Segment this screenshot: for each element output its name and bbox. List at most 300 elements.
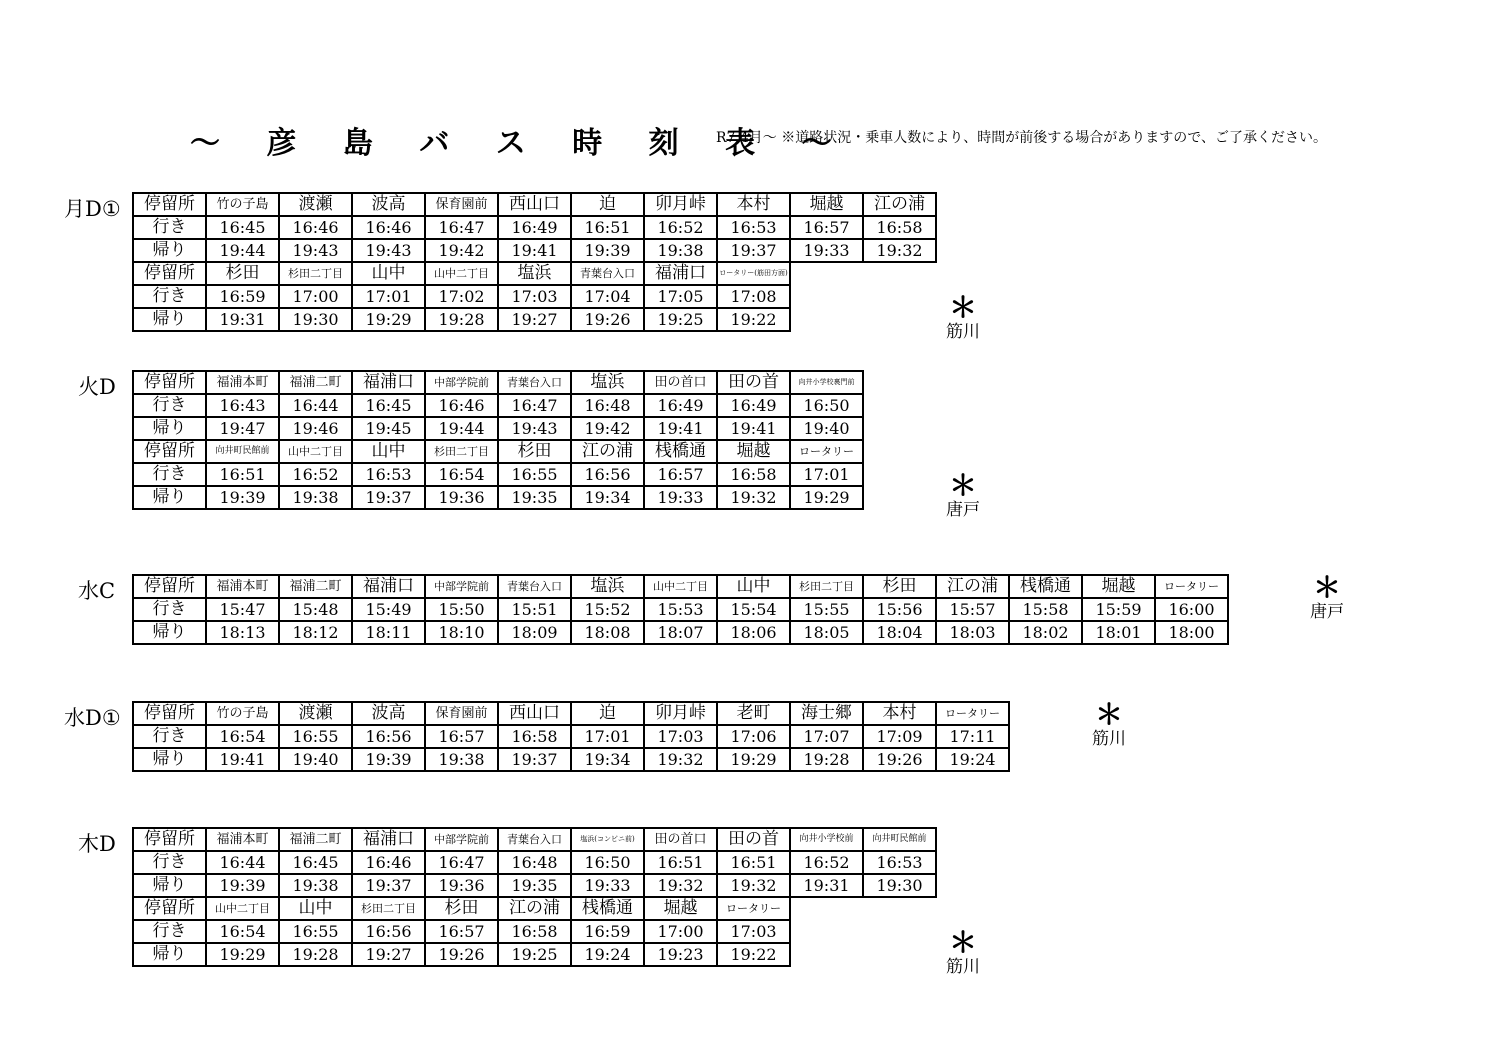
time-cell: 19:43 [498, 417, 571, 440]
destination-label: 筋川 [1092, 729, 1126, 749]
time-cell: 16:49 [498, 216, 571, 239]
time-cell: 19:36 [425, 486, 498, 509]
time-cell: 16:45 [279, 851, 352, 874]
time-cell: 19:30 [279, 308, 352, 331]
stop-name-cell: 田の首口 [644, 828, 717, 851]
return-row [133, 943, 936, 966]
stop-name-cell: ロータリー [936, 702, 1009, 725]
time-cell: 16:56 [352, 920, 425, 943]
time-cell: 19:30 [863, 874, 936, 897]
destination-label: 筋川 [946, 322, 980, 342]
time-cell: 19:27 [498, 308, 571, 331]
time-cell: 16:47 [498, 394, 571, 417]
stop-name-cell: 杉田二丁目 [425, 440, 498, 463]
time-cell: 19:31 [790, 874, 863, 897]
time-cell: 16:55 [498, 463, 571, 486]
time-cell: 16:45 [352, 394, 425, 417]
stop-header-row [133, 575, 1228, 598]
time-cell: 16:51 [644, 851, 717, 874]
stop-name-cell: 卯月峠 [644, 702, 717, 725]
time-cell: 16:44 [206, 851, 279, 874]
direction-cell: 行き [133, 463, 206, 486]
time-cell: 16:58 [863, 216, 936, 239]
time-cell: 19:22 [717, 943, 790, 966]
time-cell: 16:47 [425, 851, 498, 874]
stop-name-cell: 杉田 [863, 575, 936, 598]
page-title: ～ 彦 島 バ ス 時 刻 表 ～ [190, 126, 850, 161]
time-cell: 19:39 [206, 874, 279, 897]
time-cell: 16:44 [279, 394, 352, 417]
stop-name-cell: 保育園前 [425, 702, 498, 725]
stop-name-cell: 福浦二町 [279, 828, 352, 851]
stop-name-cell: ロータリー [790, 440, 863, 463]
stop-header-row [133, 897, 936, 920]
time-cell: 16:57 [790, 216, 863, 239]
route-label: 月D① [64, 197, 121, 221]
time-cell: 19:38 [425, 748, 498, 771]
time-cell: 19:31 [206, 308, 279, 331]
stop-name-cell: 青葉台入口 [498, 575, 571, 598]
time-cell: 17:06 [717, 725, 790, 748]
timetable-0 [132, 192, 937, 332]
time-cell: 16:48 [571, 394, 644, 417]
direction-cell: 行き [133, 394, 206, 417]
stop-name-cell: 山中二丁目 [425, 262, 498, 285]
time-cell: 19:38 [279, 874, 352, 897]
time-cell: 16:57 [425, 920, 498, 943]
outbound-row [133, 725, 1009, 748]
time-cell: 19:43 [352, 239, 425, 262]
time-cell: 19:41 [717, 417, 790, 440]
time-cell: 17:01 [352, 285, 425, 308]
time-cell: 19:44 [425, 417, 498, 440]
time-cell: 18:10 [425, 621, 498, 644]
stop-name-cell: 福浦本町 [206, 371, 279, 394]
stop-name-cell: 杉田 [498, 440, 571, 463]
time-cell: 15:54 [717, 598, 790, 621]
time-cell: 18:09 [498, 621, 571, 644]
time-cell: 19:28 [425, 308, 498, 331]
stop-name-cell: 保育園前 [425, 193, 498, 216]
stop-name-cell: 堀越 [1082, 575, 1155, 598]
stop-name-cell: 塩浜 [571, 371, 644, 394]
stop-name-cell: 中部学院前 [425, 371, 498, 394]
return-row [133, 417, 863, 440]
time-cell: 19:29 [717, 748, 790, 771]
time-cell: 15:48 [279, 598, 352, 621]
time-cell: 19:39 [352, 748, 425, 771]
route-label: 木D [78, 832, 116, 856]
time-cell: 17:03 [644, 725, 717, 748]
time-cell: 19:32 [717, 874, 790, 897]
time-cell: 16:57 [425, 725, 498, 748]
destination-label: 唐戸 [946, 500, 980, 520]
stop-name-cell: 向井小学校前 [790, 828, 863, 851]
outbound-row [133, 463, 863, 486]
stop-name-cell: ロータリー(筋田方面) [717, 262, 790, 285]
time-cell: 18:02 [1009, 621, 1082, 644]
time-cell: 19:41 [644, 417, 717, 440]
stop-name-cell: 渡瀬 [279, 702, 352, 725]
stop-name-cell: 塩浜 [571, 575, 644, 598]
stop-name-cell: 迫 [571, 702, 644, 725]
time-cell: 18:12 [279, 621, 352, 644]
time-cell: 19:46 [279, 417, 352, 440]
row-header-cell: 停留所 [133, 371, 206, 394]
route-label: 水C [78, 579, 116, 603]
asterisk-icon: ＊ [1094, 698, 1123, 731]
time-cell: 19:28 [279, 943, 352, 966]
time-cell: 19:29 [790, 486, 863, 509]
stop-name-cell: 卯月峠 [644, 193, 717, 216]
time-cell: 16:43 [206, 394, 279, 417]
time-cell: 19:23 [644, 943, 717, 966]
stop-name-cell: 杉田 [206, 262, 279, 285]
time-cell: 19:24 [936, 748, 1009, 771]
time-cell: 19:32 [863, 239, 936, 262]
time-cell: 18:00 [1155, 621, 1228, 644]
time-cell: 18:05 [790, 621, 863, 644]
stop-header-row [133, 702, 1009, 725]
time-cell: 19:29 [206, 943, 279, 966]
time-cell: 17:03 [498, 285, 571, 308]
stop-name-cell: 堀越 [717, 440, 790, 463]
time-cell: 16:54 [206, 920, 279, 943]
stop-name-cell: 田の首 [717, 371, 790, 394]
direction-cell: 帰り [133, 308, 206, 331]
time-cell: 16:48 [498, 851, 571, 874]
stop-name-cell: 山中 [279, 897, 352, 920]
stop-header-row [133, 193, 936, 216]
time-cell: 19:47 [206, 417, 279, 440]
time-cell: 18:04 [863, 621, 936, 644]
time-cell: 16:51 [717, 851, 790, 874]
time-cell: 19:33 [790, 239, 863, 262]
route-label: 水D① [64, 706, 121, 730]
stop-name-cell: 江の浦 [936, 575, 1009, 598]
time-cell: 19:26 [863, 748, 936, 771]
time-cell: 16:46 [279, 216, 352, 239]
time-cell: 17:07 [790, 725, 863, 748]
time-cell: 18:11 [352, 621, 425, 644]
time-cell: 16:51 [571, 216, 644, 239]
direction-cell: 行き [133, 285, 206, 308]
stop-name-cell: 山中二丁目 [644, 575, 717, 598]
stop-name-cell: 青葉台入口 [498, 371, 571, 394]
stop-name-cell: 山中 [717, 575, 790, 598]
stop-name-cell: 青葉台入口 [571, 262, 644, 285]
return-row [133, 486, 863, 509]
stop-name-cell: 波高 [352, 193, 425, 216]
stop-name-cell: 桟橋通 [644, 440, 717, 463]
stop-name-cell: 西山口 [498, 193, 571, 216]
time-cell: 16:46 [352, 851, 425, 874]
stop-name-cell: 福浦本町 [206, 575, 279, 598]
time-cell: 19:33 [644, 486, 717, 509]
return-row [133, 874, 936, 897]
time-cell: 19:38 [644, 239, 717, 262]
stop-name-cell: ロータリー [717, 897, 790, 920]
time-cell: 17:11 [936, 725, 1009, 748]
time-cell: 17:00 [644, 920, 717, 943]
stop-name-cell: 田の首口 [644, 371, 717, 394]
time-cell: 16:58 [498, 725, 571, 748]
time-cell: 16:58 [498, 920, 571, 943]
time-cell: 16:59 [571, 920, 644, 943]
stop-name-cell: 山中二丁目 [206, 897, 279, 920]
time-cell: 19:35 [498, 486, 571, 509]
time-cell: 16:50 [571, 851, 644, 874]
row-header-cell: 停留所 [133, 828, 206, 851]
route-label: 火D [78, 375, 116, 399]
time-cell: 16:46 [352, 216, 425, 239]
time-cell: 16:52 [790, 851, 863, 874]
time-cell: 19:25 [498, 943, 571, 966]
row-header-cell: 停留所 [133, 262, 206, 285]
time-cell: 19:44 [206, 239, 279, 262]
time-cell: 16:54 [206, 725, 279, 748]
stop-name-cell: 桟橋通 [1009, 575, 1082, 598]
direction-cell: 帰り [133, 239, 206, 262]
asterisk-icon: ＊ [948, 291, 977, 324]
stop-name-cell: 杉田二丁目 [352, 897, 425, 920]
stop-name-cell: 向井小学校裏門前 [790, 371, 863, 394]
stop-name-cell: 中部学院前 [425, 575, 498, 598]
outbound-row [133, 598, 1228, 621]
direction-cell: 行き [133, 216, 206, 239]
time-cell: 16:53 [717, 216, 790, 239]
time-cell: 15:47 [206, 598, 279, 621]
stop-header-row [133, 440, 863, 463]
destination-marker [933, 926, 993, 978]
stop-name-cell: 福浦口 [352, 371, 425, 394]
stop-name-cell: 堀越 [644, 897, 717, 920]
time-cell: 19:22 [717, 308, 790, 331]
stop-name-cell: 杉田 [425, 897, 498, 920]
return-row [133, 239, 936, 262]
notice-text: R7.4月～ ※道路状況・乗車人数により、時間が前後する場合がありますので、ご了承ください。 [716, 130, 1327, 146]
stop-name-cell: 塩浜(コンビニ前) [571, 828, 644, 851]
stop-name-cell: 中部学院前 [425, 828, 498, 851]
outbound-row [133, 216, 936, 239]
time-cell: 19:33 [571, 874, 644, 897]
time-cell: 16:53 [863, 851, 936, 874]
stop-name-cell: 山中 [352, 262, 425, 285]
timetable-4 [132, 827, 937, 967]
stop-name-cell: 西山口 [498, 702, 571, 725]
stop-name-cell: 福浦口 [352, 828, 425, 851]
asterisk-icon: ＊ [948, 926, 977, 959]
direction-cell: 帰り [133, 621, 206, 644]
direction-cell: 帰り [133, 417, 206, 440]
time-cell: 17:01 [790, 463, 863, 486]
stop-name-cell: 山中二丁目 [279, 440, 352, 463]
destination-label: 唐戸 [1310, 602, 1344, 622]
time-cell: 19:34 [571, 748, 644, 771]
stop-header-row [133, 371, 863, 394]
direction-cell: 帰り [133, 486, 206, 509]
timetable-2 [132, 574, 1229, 645]
destination-marker [1297, 571, 1357, 623]
time-cell: 16:58 [717, 463, 790, 486]
time-cell: 16:47 [425, 216, 498, 239]
time-cell: 16:49 [644, 394, 717, 417]
stop-name-cell: 老町 [717, 702, 790, 725]
stop-header-row [133, 262, 936, 285]
time-cell: 18:06 [717, 621, 790, 644]
time-cell: 17:03 [717, 920, 790, 943]
row-header-cell: 停留所 [133, 702, 206, 725]
time-cell: 16:54 [425, 463, 498, 486]
direction-cell: 帰り [133, 874, 206, 897]
direction-cell: 行き [133, 920, 206, 943]
stop-name-cell: 福浦口 [644, 262, 717, 285]
time-cell: 19:43 [279, 239, 352, 262]
row-header-cell: 停留所 [133, 193, 206, 216]
stop-header-row [133, 828, 936, 851]
time-cell: 16:55 [279, 725, 352, 748]
stop-name-cell: 江の浦 [498, 897, 571, 920]
time-cell: 18:13 [206, 621, 279, 644]
time-cell: 19:39 [206, 486, 279, 509]
stop-name-cell: 福浦口 [352, 575, 425, 598]
time-cell: 16:52 [279, 463, 352, 486]
stop-name-cell: 江の浦 [571, 440, 644, 463]
time-cell: 19:42 [571, 417, 644, 440]
time-cell: 19:32 [644, 748, 717, 771]
time-cell: 17:01 [571, 725, 644, 748]
time-cell: 18:01 [1082, 621, 1155, 644]
time-cell: 16:46 [425, 394, 498, 417]
stop-name-cell: 本村 [863, 702, 936, 725]
time-cell: 19:42 [425, 239, 498, 262]
time-cell: 17:02 [425, 285, 498, 308]
time-cell: 15:53 [644, 598, 717, 621]
time-cell: 15:52 [571, 598, 644, 621]
time-cell: 16:59 [206, 285, 279, 308]
direction-cell: 帰り [133, 748, 206, 771]
time-cell: 17:09 [863, 725, 936, 748]
time-cell: 16:55 [279, 920, 352, 943]
time-cell: 17:04 [571, 285, 644, 308]
direction-cell: 行き [133, 851, 206, 874]
time-cell: 19:37 [352, 874, 425, 897]
outbound-row [133, 285, 936, 308]
stop-name-cell: 杉田二丁目 [279, 262, 352, 285]
destination-label: 筋川 [946, 957, 980, 977]
time-cell: 15:56 [863, 598, 936, 621]
stop-name-cell: 江の浦 [863, 193, 936, 216]
time-cell: 19:26 [571, 308, 644, 331]
time-cell: 19:37 [498, 748, 571, 771]
stop-name-cell: 迫 [571, 193, 644, 216]
time-cell: 15:49 [352, 598, 425, 621]
time-cell: 15:51 [498, 598, 571, 621]
direction-cell: 行き [133, 725, 206, 748]
timetable-1 [132, 370, 864, 510]
time-cell: 18:03 [936, 621, 1009, 644]
time-cell: 18:07 [644, 621, 717, 644]
time-cell: 19:40 [790, 417, 863, 440]
time-cell: 16:45 [206, 216, 279, 239]
stop-name-cell: 福浦二町 [279, 371, 352, 394]
return-row [133, 748, 1009, 771]
time-cell: 16:56 [571, 463, 644, 486]
time-cell: 19:41 [498, 239, 571, 262]
time-cell: 19:24 [571, 943, 644, 966]
stop-name-cell: 波高 [352, 702, 425, 725]
stop-name-cell: 田の首 [717, 828, 790, 851]
time-cell: 19:26 [425, 943, 498, 966]
asterisk-icon: ＊ [1312, 571, 1341, 604]
stop-name-cell: 福浦本町 [206, 828, 279, 851]
time-cell: 15:59 [1082, 598, 1155, 621]
row-header-cell: 停留所 [133, 575, 206, 598]
time-cell: 15:50 [425, 598, 498, 621]
destination-marker [933, 291, 993, 343]
direction-cell: 行き [133, 598, 206, 621]
stop-name-cell: 堀越 [790, 193, 863, 216]
time-cell: 17:00 [279, 285, 352, 308]
stop-name-cell: 向井町民館前 [206, 440, 279, 463]
time-cell: 19:40 [279, 748, 352, 771]
outbound-row [133, 394, 863, 417]
stop-name-cell: 福浦二町 [279, 575, 352, 598]
return-row [133, 621, 1228, 644]
time-cell: 18:08 [571, 621, 644, 644]
time-cell: 19:27 [352, 943, 425, 966]
asterisk-icon: ＊ [948, 469, 977, 502]
timetable-3 [132, 701, 1010, 772]
stop-name-cell: 渡瀬 [279, 193, 352, 216]
stop-name-cell: 竹の子島 [206, 193, 279, 216]
row-header-cell: 停留所 [133, 440, 206, 463]
destination-marker [1079, 698, 1139, 750]
time-cell: 19:37 [717, 239, 790, 262]
time-cell: 19:39 [571, 239, 644, 262]
time-cell: 19:38 [279, 486, 352, 509]
time-cell: 17:05 [644, 285, 717, 308]
stop-name-cell: 杉田二丁目 [790, 575, 863, 598]
stop-name-cell: 向井町民館前 [863, 828, 936, 851]
stop-name-cell: 塩浜 [498, 262, 571, 285]
time-cell: 16:57 [644, 463, 717, 486]
outbound-row [133, 920, 936, 943]
time-cell: 19:45 [352, 417, 425, 440]
time-cell: 19:35 [498, 874, 571, 897]
time-cell: 16:53 [352, 463, 425, 486]
time-cell: 19:32 [717, 486, 790, 509]
time-cell: 19:29 [352, 308, 425, 331]
time-cell: 19:28 [790, 748, 863, 771]
time-cell: 17:08 [717, 285, 790, 308]
time-cell: 16:49 [717, 394, 790, 417]
return-row [133, 308, 936, 331]
stop-name-cell: 桟橋通 [571, 897, 644, 920]
stop-name-cell: 本村 [717, 193, 790, 216]
destination-marker [933, 469, 993, 521]
time-cell: 15:58 [1009, 598, 1082, 621]
time-cell: 16:50 [790, 394, 863, 417]
time-cell: 16:52 [644, 216, 717, 239]
outbound-row [133, 851, 936, 874]
stop-name-cell: 山中 [352, 440, 425, 463]
time-cell: 19:36 [425, 874, 498, 897]
time-cell: 16:51 [206, 463, 279, 486]
stop-name-cell: ロータリー [1155, 575, 1228, 598]
time-cell: 15:57 [936, 598, 1009, 621]
direction-cell: 帰り [133, 943, 206, 966]
